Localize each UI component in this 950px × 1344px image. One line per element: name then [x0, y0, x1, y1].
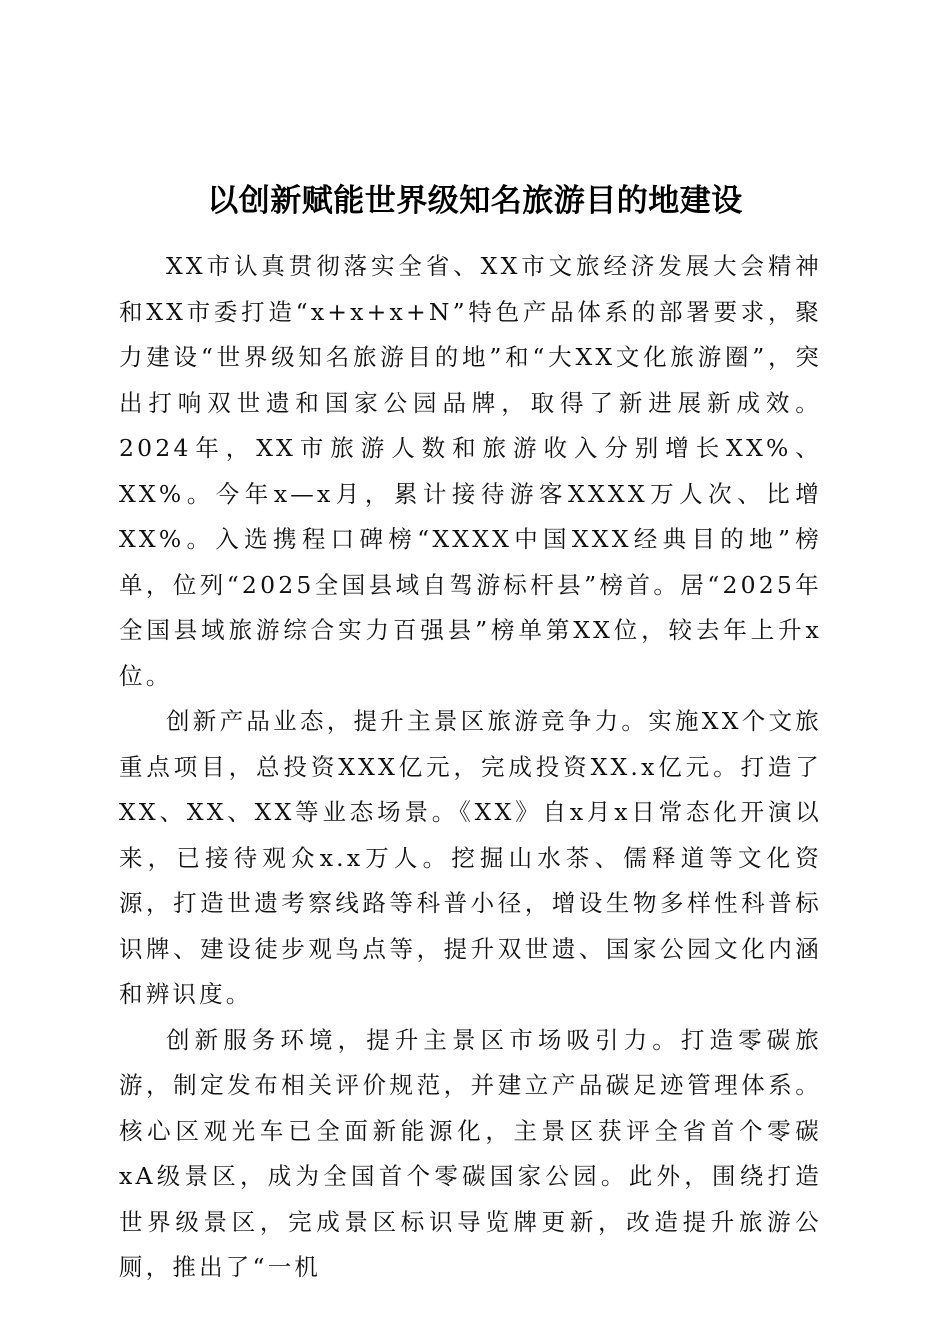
paragraph-products: 创新产品业态，提升主景区旅游竞争力。实施XX个文旅重点项目，总投资XXX亿元，完成投资XX.x亿元。打造了XX、XX、XX等业态场景。《XX》自x月x日常态化开演以来，已接待观众x.x万人。挖掘山水茶、儒释道等文化资源，打造世遗考察线路等科普小径，增设生物多样性科普标识牌、建设徒步观鸟点等，提升双世遗、国家公园文化内涵和辨识度。 — [119, 707, 822, 1008]
paragraph-services: 创新服务环境，提升主景区市场吸引力。打造零碳旅游，制定发布相关评价规范，并建立产品碳足迹管理体系。核心区观光车已全面新能源化，主景区获评全省首个零碳xA级景区，成为全国首个零碳国家公园。此外，围绕打造世界级景区，完成景区标识导览牌更新，改造提升旅游公厕，推出了“一机 — [119, 1025, 822, 1281]
paragraph-intro: XX市认真贯彻落实全省、XX市文旅经济发展大会精神和XX市委打造“x+x+x+N”特色产品体系的部署要求，聚力建设“世界级知名旅游目的地”和“大XX文化旅游圈”，突出打响双世遗和国家公园品牌，取得了新进展新成效。2024年，XX市旅游人数和旅游收入分别增长XX%、XX%。今年x—x月，累计接待游客XXXX万人次、比增XX%。入选携程口碑榜“XXXX中国XXX经典目的地”榜单，位列“2025全国县域自驾游标杆县”榜首。居“2025年全国县域旅游综合实力百强县”榜单第XX位，较去年上升x位。 — [119, 252, 822, 690]
document-title: 以创新赋能世界级知名旅游目的地建设 — [207, 183, 743, 219]
document-body — [119, 244, 822, 1291]
